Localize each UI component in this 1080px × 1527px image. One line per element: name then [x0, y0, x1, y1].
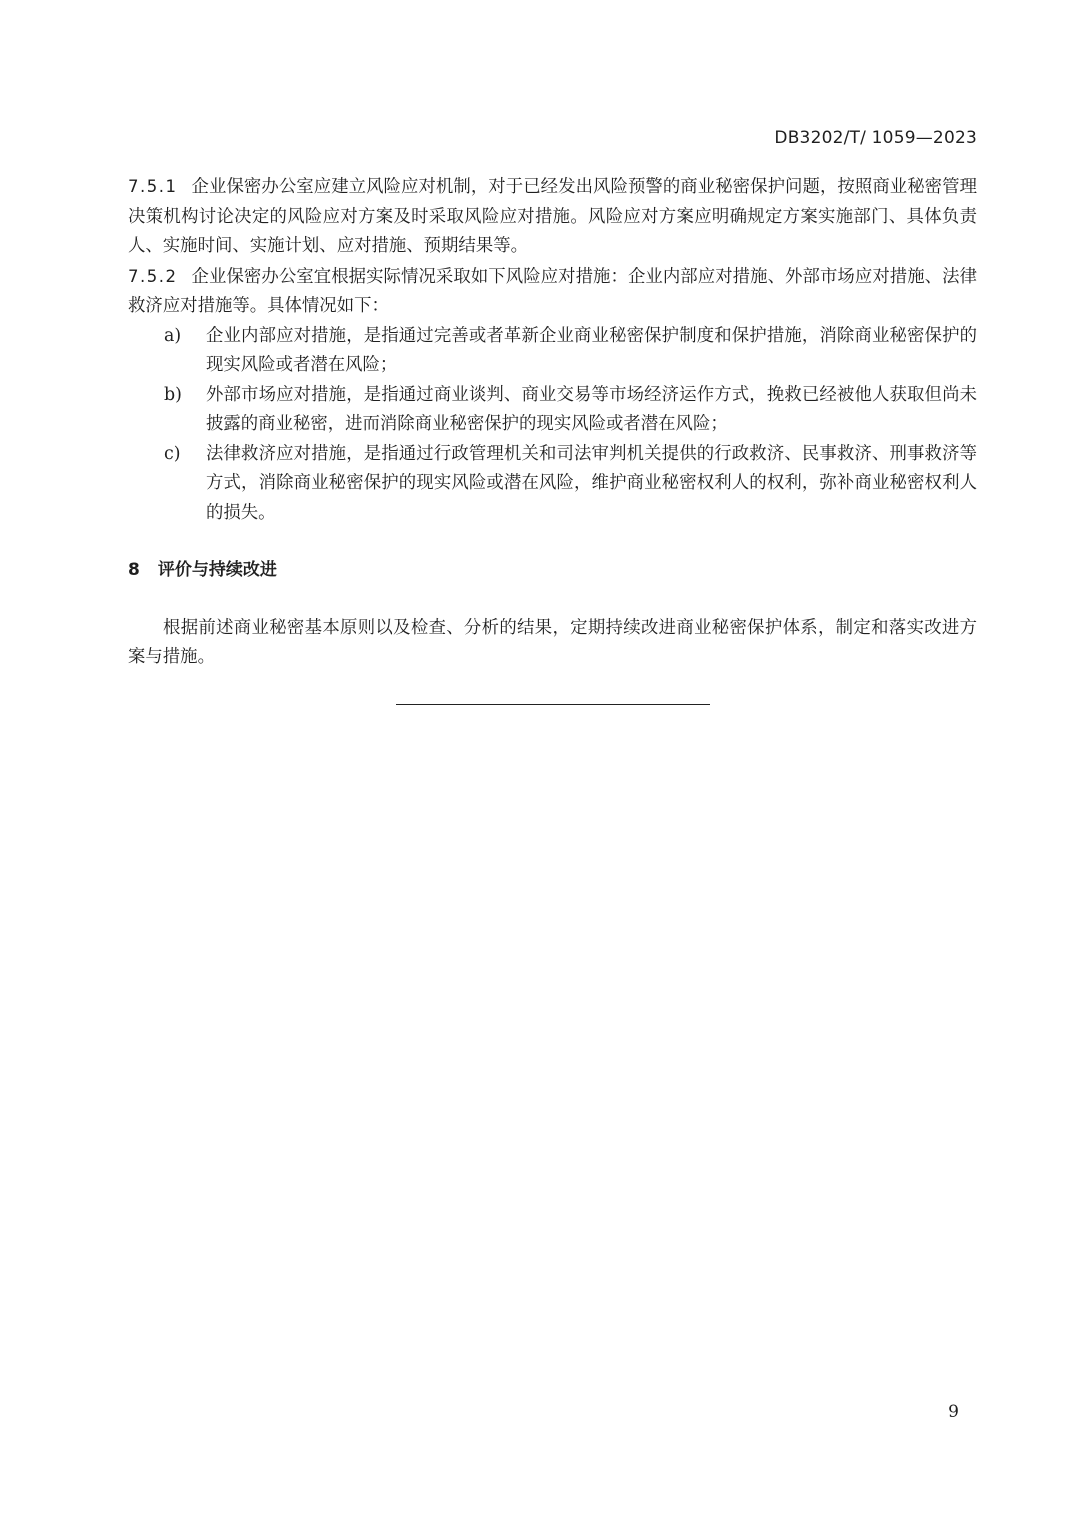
- list-text: 外部市场应对措施，是指通过商业谈判、商业交易等市场经济运作方式，挽救已经被他人获取但尚未披露的商业秘密，进而消除商业秘密保护的现实风险或者潜在风险；: [206, 384, 977, 434]
- clause-number: 7.5.1: [128, 177, 178, 196]
- end-of-document-rule: [396, 704, 710, 705]
- list-text: 企业内部应对措施，是指通过完善或者革新企业商业秘密保护制度和保护措施，消除商业秘密保护的现实风险或者潜在风险；: [206, 325, 977, 375]
- clause-7-5-2: [128, 262, 977, 322]
- page-number: 9: [948, 1402, 959, 1422]
- list-text: 法律救济应对措施，是指通过行政管理机关和司法审判机关提供的行政救济、民事救济、刑事救济等方式，消除商业秘密保护的现实风险或潜在风险，维护商业秘密权利人的权利，弥补商业秘密权利人的损失。: [206, 443, 977, 523]
- document-code: DB3202/T/ 1059—2023: [774, 128, 977, 148]
- list-item-a: [128, 322, 977, 381]
- list-marker: c): [164, 443, 181, 464]
- clause-number: 7.5.2: [128, 266, 178, 286]
- list-item-c: [128, 440, 977, 529]
- list-marker: b): [164, 384, 182, 405]
- section-heading: [128, 556, 977, 586]
- clause-7-5-1: [128, 172, 977, 262]
- list-item-b: [128, 381, 977, 440]
- clause-text: 企业保密办公室宜根据实际情况采取如下风险应对措施：企业内部应对措施、外部市场应对措施、法律救济应对措施等。具体情况如下：: [128, 266, 977, 316]
- clause-text: 企业保密办公室应建立风险应对机制，对于已经发出风险预警的商业秘密保护问题，按照商业秘密管理决策机构讨论决定的风险应对方案及时采取风险应对措施。风险应对方案应明确规定方案实施部门、具体负责人、实施时间、实施计划、应对措施、预期结果等。: [128, 177, 977, 256]
- section-number: 8: [128, 560, 140, 580]
- section-title: 评价与持续改进: [157, 560, 277, 580]
- list-marker: a): [164, 325, 182, 346]
- section-paragraph: 根据前述商业秘密基本原则以及检查、分析的结果，定期持续改进商业秘密保护体系，制定和落实改进方案与措施。: [128, 617, 977, 667]
- document-body: [128, 172, 977, 673]
